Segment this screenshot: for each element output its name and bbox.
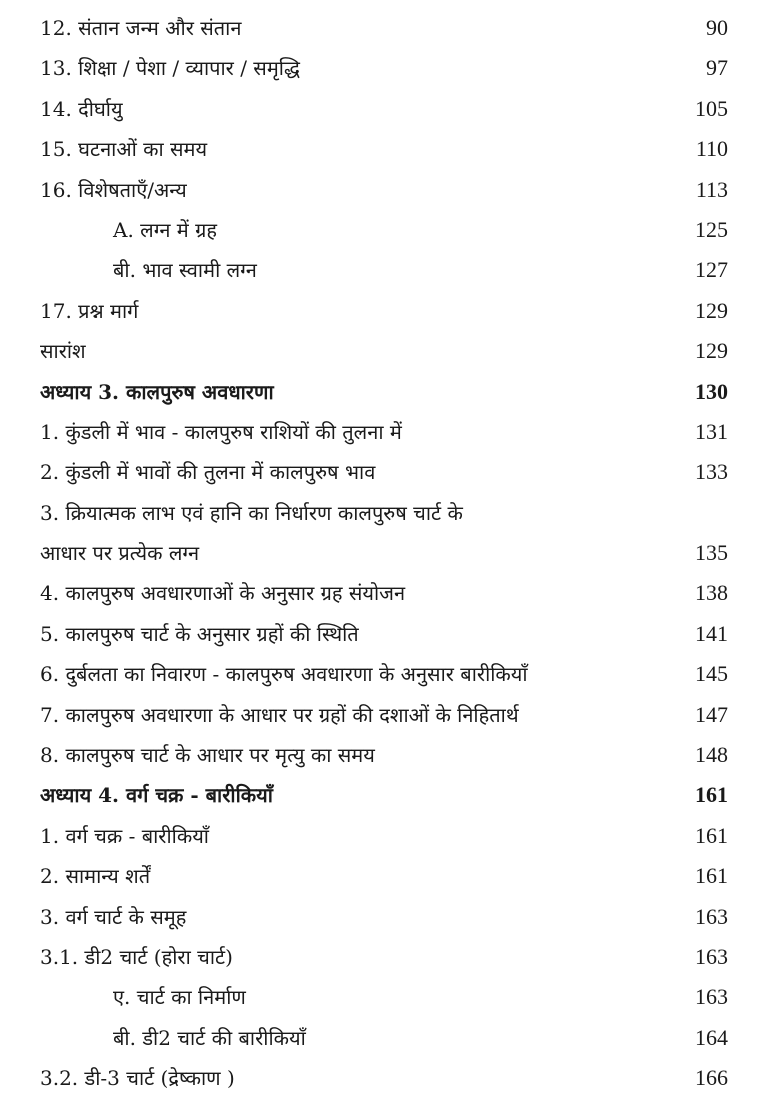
toc-entry — [0, 331, 780, 371]
toc-entry-title: 16. विशेषताएँ/अन्य — [40, 177, 187, 202]
toc-entry-page: 110 — [695, 136, 728, 162]
toc-entry-page: 161 — [695, 822, 728, 848]
toc-chapter-heading — [0, 775, 780, 815]
toc-entry-page: 148 — [695, 742, 728, 768]
toc-entry-title: 4. कालपुरुष अवधारणाओं के अनुसार ग्रह संयोजन — [40, 581, 406, 606]
toc-entry-page: 113 — [695, 176, 728, 202]
toc-entry-title: बी. भाव स्वामी लग्न — [113, 258, 257, 283]
toc-entry-page: 163 — [695, 984, 728, 1010]
toc-entry-page: 145 — [695, 661, 728, 687]
toc-entry-page: 105 — [695, 95, 728, 121]
toc-entry — [0, 452, 780, 492]
toc-subentry — [0, 977, 780, 1017]
toc-entry — [0, 493, 780, 533]
toc-chapter-heading — [0, 372, 780, 412]
toc-entry-continuation — [0, 533, 780, 573]
toc-entry-title: सारांश — [40, 339, 86, 364]
toc-entry-title: 12. संतान जन्म और संतान — [40, 16, 242, 40]
toc-entry — [0, 412, 780, 452]
toc-entry-title: अध्याय 3. कालपुरुष अवधारणा — [40, 379, 274, 404]
toc-subentry — [0, 1018, 780, 1058]
toc-entry-title: 14. दीर्घायु — [40, 96, 123, 121]
toc-entry-page: 166 — [695, 1065, 728, 1091]
toc-entry — [0, 856, 780, 896]
toc-entry-title: 2. सामान्य शर्तें — [40, 864, 151, 889]
toc-entry-title: 13. शिक्षा / पेशा / व्यापार / समृद्धि — [40, 56, 300, 81]
toc-entry — [0, 291, 780, 331]
toc-entry-title: अध्याय 4. वर्ग चक्र - बारीकियाँ — [40, 783, 273, 808]
toc-entry-page: 138 — [695, 580, 728, 606]
toc-entry-title: 5. कालपुरुष चार्ट के अनुसार ग्रहों की स्थिति — [40, 621, 359, 646]
toc-entry-title: 1. वर्ग चक्र - बारीकियाँ — [40, 823, 209, 848]
toc-entry — [0, 8, 780, 48]
toc-entry-page: 127 — [695, 257, 728, 283]
toc-entry-title: 8. कालपुरुष चार्ट के आधार पर मृत्यु का समय — [40, 743, 375, 768]
toc-entry-title: 3. क्रियात्मक लाभ एवं हानि का निर्धारण कालपुरुष चार्ट के — [40, 500, 463, 525]
toc-entry — [0, 614, 780, 654]
toc-entry-page: 163 — [695, 903, 728, 929]
toc-entry-page: 97 — [706, 55, 728, 81]
toc-entry-title: 6. दुर्बलता का निवारण - कालपुरुष अवधारणा के अनुसार बारीकियाँ — [40, 662, 528, 687]
toc-entry-title: 1. कुंडली में भाव - कालपुरुष राशियों की तुलना में — [40, 419, 402, 444]
toc-subentry — [0, 250, 780, 290]
toc-entry-page: 133 — [695, 459, 728, 485]
toc-entry-title: ए. चार्ट का निर्माण — [113, 985, 246, 1010]
toc-entry — [0, 937, 780, 977]
toc-entry-page: 90 — [706, 15, 728, 40]
toc-entry — [0, 654, 780, 694]
toc-entry-page: 161 — [695, 782, 728, 808]
toc-entry-title: 15. घटनाओं का समय — [40, 137, 208, 162]
toc-entry-page: 147 — [695, 701, 728, 727]
toc-entry-title: 3. वर्ग चार्ट के समूह — [40, 904, 187, 929]
toc-entry — [0, 48, 780, 88]
toc-entry — [0, 897, 780, 937]
toc-entry — [0, 89, 780, 129]
toc-entry-page: 163 — [695, 943, 728, 969]
toc-entry-page: 125 — [695, 216, 728, 242]
toc-entry-page: 130 — [695, 378, 728, 404]
toc-entry — [0, 735, 780, 775]
toc-entry — [0, 695, 780, 735]
toc-entry-page: 135 — [695, 540, 728, 566]
toc-entry-page: 129 — [695, 338, 728, 364]
toc-entry-page: 161 — [695, 863, 728, 889]
toc-entry — [0, 129, 780, 169]
toc-entry — [0, 816, 780, 856]
toc-entry-title: 3.1. डी2 चार्ट (होरा चार्ट) — [40, 944, 233, 969]
toc-entry-title: 7. कालपुरुष अवधारणा के आधार पर ग्रहों की दशाओं के निहितार्थ — [40, 702, 519, 727]
toc-entry-title: 17. प्रश्न मार्ग — [40, 298, 139, 323]
toc-entry-title: 2. कुंडली में भावों की तुलना में कालपुरुष भाव — [40, 460, 376, 485]
toc-entry-page: 164 — [695, 1024, 728, 1050]
toc-subentry — [0, 210, 780, 250]
toc-entry-title: बी. डी2 चार्ट की बारीकियाँ — [113, 1025, 306, 1050]
toc-entry-page: 129 — [695, 297, 728, 323]
toc-entry-title: आधार पर प्रत्येक लग्न — [40, 541, 200, 566]
toc-entry — [0, 170, 780, 210]
toc-entry-page: 141 — [695, 620, 728, 646]
toc-entry — [0, 1058, 780, 1098]
toc-entry-page: 131 — [695, 418, 728, 444]
toc-entry-title: 3.2. डी-3 चार्ट (द्रेष्काण ) — [40, 1066, 235, 1091]
toc-entry-title: A. लग्न में ग्रह — [113, 217, 218, 242]
toc-entry — [0, 573, 780, 613]
table-of-contents — [0, 8, 780, 1099]
